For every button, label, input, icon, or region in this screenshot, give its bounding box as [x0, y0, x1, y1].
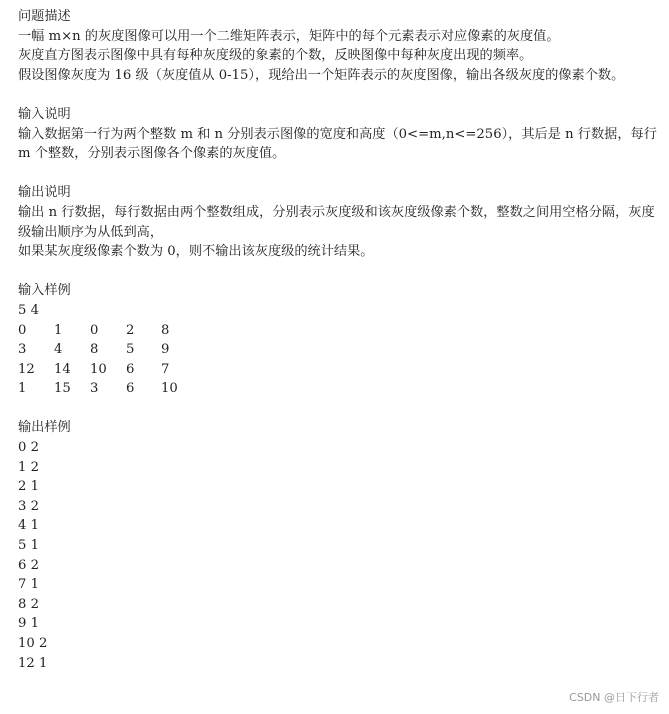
matrix-cell: 6 — [126, 381, 135, 397]
spacer — [18, 262, 658, 282]
input-sample-row — [18, 340, 658, 360]
matrix-cell: 9 — [161, 342, 170, 358]
input-description-line-1: 输入数据第一行为两个整数 m 和 n 分别表示图像的宽度和高度（0<=m,n<=256），其后是 n 行数据，每行 m 个整数，分别表示图像各个像素的灰度值。 — [18, 126, 657, 162]
matrix-cell: 5 — [126, 342, 135, 358]
matrix-cell: 10 — [90, 361, 107, 377]
matrix-cell: 4 — [54, 342, 63, 358]
output-sample-row: 7 1 — [18, 577, 39, 593]
matrix-cell: 8 — [90, 342, 99, 358]
input-sample-first-line: 5 4 — [18, 302, 39, 318]
matrix-cell: 6 — [126, 361, 135, 377]
output-sample-row: 6 2 — [18, 557, 39, 573]
problem-line-2: 灰度直方图表示图像中具有每种灰度级的象素的个数，反映图像中每种灰度出现的频率。 — [18, 48, 533, 64]
spacer — [18, 85, 658, 105]
input-description-heading: 输入说明 — [18, 106, 71, 122]
input-sample-section — [18, 281, 658, 399]
output-sample-row: 9 1 — [18, 616, 39, 632]
input-sample-heading: 输入样例 — [18, 283, 71, 299]
problem-description-section — [18, 7, 658, 85]
matrix-cell: 14 — [54, 361, 71, 377]
output-sample-heading: 输出样例 — [18, 420, 71, 436]
matrix-cell: 2 — [126, 322, 135, 338]
matrix-cell: 15 — [54, 381, 71, 397]
input-sample-row — [18, 360, 658, 380]
output-sample-row: 4 1 — [18, 518, 39, 534]
output-description-line-2: 如果某灰度级像素个数为 0，则不输出该灰度级的统计结果。 — [18, 244, 374, 260]
matrix-cell: 12 — [18, 361, 35, 377]
matrix-cell: 0 — [18, 322, 27, 338]
input-description-section — [18, 105, 658, 164]
matrix-cell: 10 — [161, 381, 178, 397]
output-sample-row: 8 2 — [18, 596, 39, 612]
output-sample-row: 0 2 — [18, 440, 39, 456]
output-description-line-1: 输出 n 行数据，每行数据由两个整数组成，分别表示灰度级和该灰度级像素个数，整数之间用空格分隔，灰度级输出顺序为从低到高， — [18, 204, 655, 240]
output-sample-row: 3 2 — [18, 498, 39, 514]
spacer — [18, 164, 658, 184]
output-sample-row: 12 1 — [18, 655, 48, 671]
spacer — [18, 399, 658, 419]
csdn-watermark: CSDN @日下行者 — [569, 691, 659, 705]
matrix-cell: 1 — [54, 322, 63, 338]
problem-description-heading: 问题描述 — [18, 9, 71, 24]
output-sample-row: 2 1 — [18, 479, 39, 495]
problem-line-1: 一幅 m×n 的灰度图像可以用一个二维矩阵表示，矩阵中的每个元素表示对应像素的灰度值。 — [18, 28, 560, 44]
problem-document — [18, 7, 658, 673]
matrix-cell: 0 — [90, 322, 99, 338]
problem-line-3: 假设图像灰度为 16 级（灰度值从 0-15），现给出一个矩阵表示的灰度图像，输出各级灰度的像素个数。 — [18, 67, 625, 83]
matrix-cell: 3 — [90, 381, 99, 397]
matrix-cell: 1 — [18, 381, 27, 397]
output-description-section — [18, 183, 658, 261]
output-sample-row: 10 2 — [18, 636, 48, 651]
output-sample-row: 1 2 — [18, 459, 39, 475]
output-sample-section — [18, 418, 658, 673]
input-sample-row — [18, 321, 658, 341]
matrix-cell: 3 — [18, 342, 27, 358]
input-sample-row — [18, 379, 658, 399]
matrix-cell: 8 — [161, 322, 170, 338]
matrix-cell: 7 — [161, 361, 170, 377]
output-sample-row: 5 1 — [18, 538, 39, 554]
output-description-heading: 输出说明 — [18, 185, 71, 201]
